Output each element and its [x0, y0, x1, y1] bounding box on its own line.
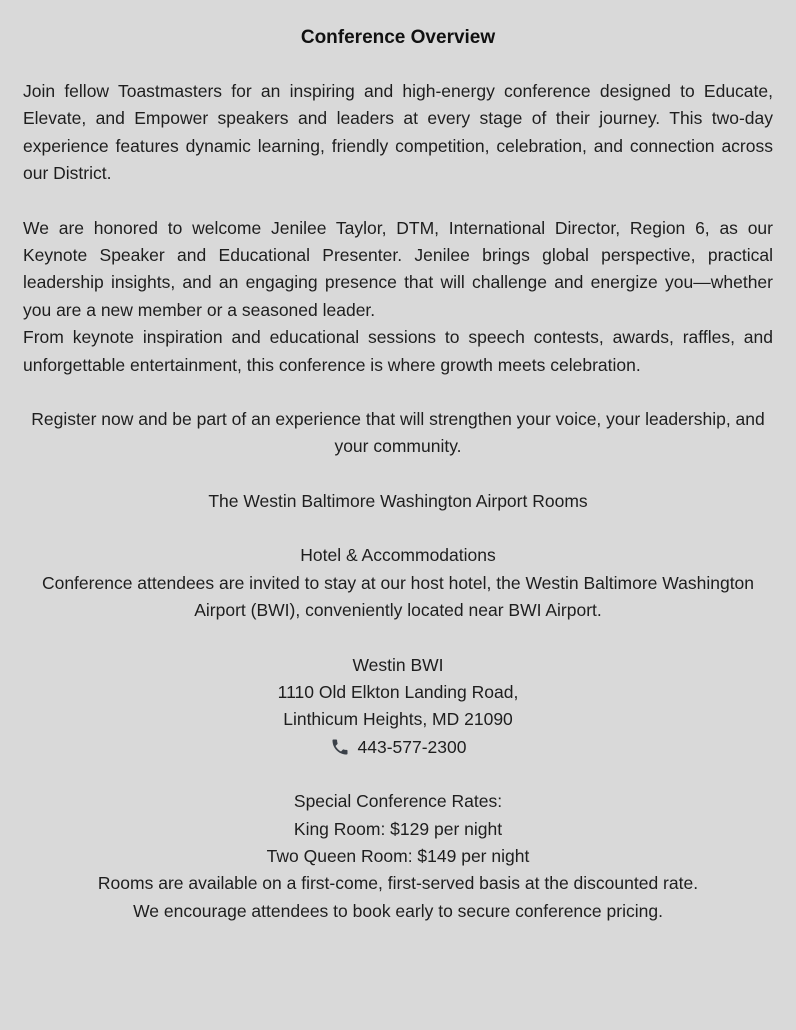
- two-queen-room-rate: Two Queen Room: $149 per night: [266, 845, 530, 866]
- king-room-rate: King Room: $129 per night: [293, 818, 503, 839]
- hotel-phone-number: 443-577-2300: [357, 736, 467, 757]
- register-call-to-action: Register now and be part of an experience that will strengthen your voice, your leadership, and your community.: [31, 409, 765, 457]
- hotel-name: Westin BWI: [352, 654, 444, 675]
- hotel-description: Conference attendees are invited to stay at our host hotel, the Westin Baltimore Washington Airport (BWI), conveniently located near BWI Airport.: [41, 572, 755, 621]
- hotel-accommodations-heading: Hotel & Accommodations: [300, 545, 496, 566]
- keynote-speaker-paragraph: We are honored to welcome Jenilee Taylor, DTM, International Director, Region 6, as our Keynote Speaker and Educational Presenter. Jenilee brings global perspective, practical leadership insights, and an engaging presence that will challenge and energize you—whether you are a new member or a seasoned leader.: [23, 217, 773, 320]
- celebration-paragraph: From keynote inspiration and educational sessions to speech contests, awards, raffles, and unforgettable entertainment, this conference is where growth meets celebration.: [23, 327, 773, 375]
- page-title: Conference Overview: [300, 27, 496, 48]
- hotel-address-block: [23, 652, 773, 762]
- rates-booking-note: We encourage attendees to book early to secure conference pricing.: [133, 900, 663, 921]
- hotel-address-line2: Linthicum Heights, MD 21090: [283, 709, 513, 730]
- conference-rates-block: [23, 788, 773, 925]
- phone-icon: [330, 737, 350, 757]
- hotel-phone-line: [23, 734, 773, 761]
- hotel-address-line1: 1110 Old Elkton Landing Road,: [277, 681, 519, 702]
- rates-heading: Special Conference Rates:: [293, 791, 503, 812]
- hotel-rooms-heading: The Westin Baltimore Washington Airport Rooms: [208, 490, 588, 511]
- intro-paragraph: Join fellow Toastmasters for an inspiring and high-energy conference designed to Educate, Elevate, and Empower speakers and leaders at every stage of their journey. This two-day experience features dynamic learning, friendly competition, celebration, and connection across our District.: [23, 81, 773, 184]
- rates-availability-note: Rooms are available on a first-come, first-served basis at the discounted rate.: [97, 873, 699, 894]
